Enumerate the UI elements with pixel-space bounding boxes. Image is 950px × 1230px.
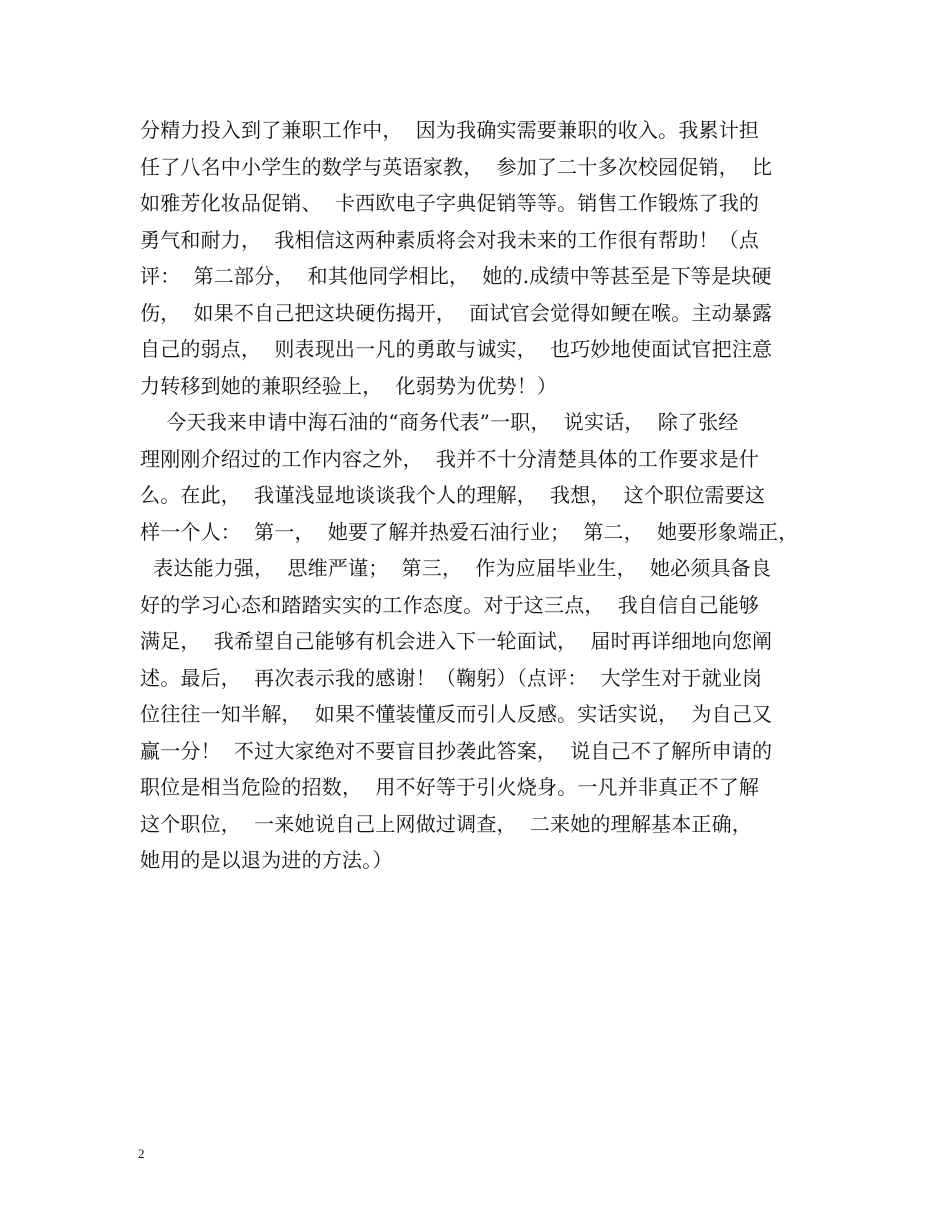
- text-line: 赢一分！ 不过大家绝对不要盲目抄袭此答案， 说自己不了解所申请的: [140, 738, 773, 763]
- text-line: 好的学习心态和踏踏实实的工作态度。对于这三点， 我自信自己能够: [140, 592, 760, 617]
- text-line: 述。最后， 再次表示我的感谢！（鞠躬）（点评： 大学生对于就业岗: [140, 665, 763, 690]
- text-line: 今天我来申请中海石油的“商务代表”一职， 说实话， 除了张经: [140, 410, 739, 434]
- text-line: 样一个人： 第一， 她要了解并热爱石油行业； 第二， 她要形象端正，: [140, 519, 799, 544]
- text-line: 职位是相当危险的招数， 用不好等于引火烧身。一凡并非真正不了解: [140, 775, 760, 799]
- document-body: [140, 112, 820, 879]
- text-line: 勇气和耐力， 我相信这两种素质将会对我未来的工作很有帮助！（点: [140, 227, 760, 252]
- text-line: 如雅芳化妆品促销、 卡西欧电子字典促销等等。销售工作锻炼了我的: [140, 191, 760, 215]
- text-line: 任了八名中小学生的数学与英语家教， 参加了二十多次校园促销， 比: [140, 154, 773, 179]
- text-line: 满足， 我希望自己能够有机会进入下一轮面试， 届时再详细地向您阐: [140, 629, 773, 653]
- text-line: 么。在此， 我谨浅显地谈谈我个人的理解， 我想， 这个职位需要这: [140, 483, 766, 507]
- page-number: 2: [138, 1146, 145, 1161]
- text-line: 伤， 如果不自己把这块硬伤揭开， 面试官会觉得如鲠在喉。主动暴露: [140, 300, 773, 325]
- text-line: 评： 第二部分， 和其他同学相比， 她的.成绩中等甚至是下等是块硬: [140, 264, 772, 288]
- text-line: 自己的弱点， 则表现出一凡的勇敢与诚实， 也巧妙地使面试官把注意: [140, 337, 773, 361]
- text-line: 分精力投入到了兼职工作中， 因为我确实需要兼职的收入。我累计担: [140, 118, 760, 142]
- text-line: 理刚刚介绍过的工作内容之外， 我并不十分清楚具体的工作要求是什: [140, 446, 760, 471]
- text-line: 力转移到她的兼职经验上， 化弱势为优势！）: [140, 373, 558, 398]
- text-line: 表达能力强， 思维严谨； 第三， 作为应届毕业生， 她必须具备良: [140, 556, 772, 580]
- text-line: 她用的是以退为进的方法。）: [140, 848, 393, 872]
- text-line: 位往往一知半解， 如果不懂装懂反而引人反感。实话实说， 为自己又: [140, 702, 773, 726]
- text-line: 这个职位， 一来她说自己上网做过调查， 二来她的理解基本正确，: [140, 811, 753, 836]
